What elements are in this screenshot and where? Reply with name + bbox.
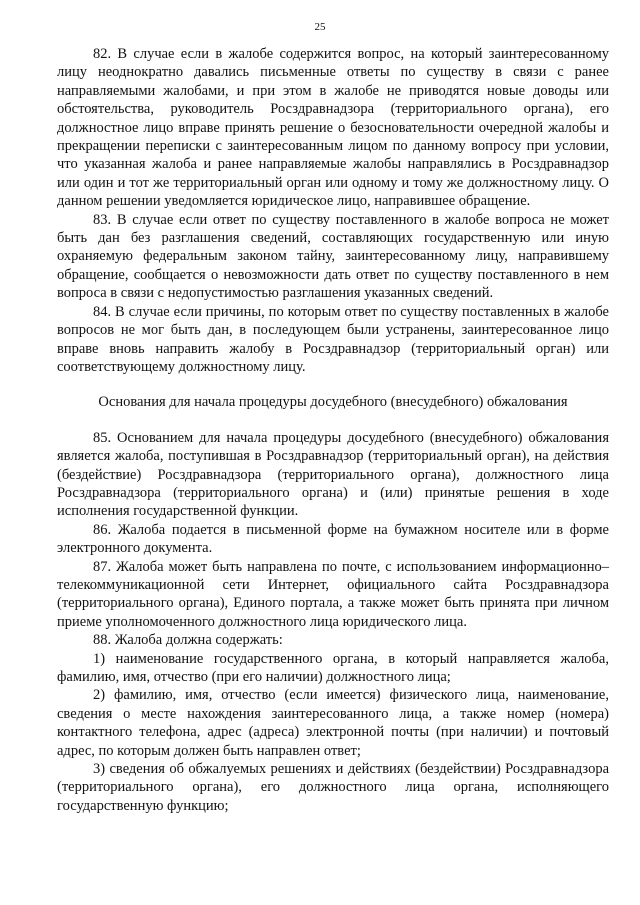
paragraph-86: 86. Жалоба подается в письменной форме на бумажном носителе или в форме электронного документа. <box>57 521 609 557</box>
paragraph-85: 85. Основанием для начала процедуры досудебного (внесудебного) обжалования является жалоба, поступившая в Росздравнадзор (территориальный орган), на действия (бездействие) Росздравнадзора (территориального органа), должностного лица Росздравнадзора (территориального органа) и (или) принятые решения в ходе исполнения государственной функции. <box>57 429 609 520</box>
paragraph-84: 84. В случае если причины, по которым ответ по существу поставленных в жалобе вопросов не мог быть дан, в последующем были устранены, заинтересованное лицо вправе вновь направить жалобу в Росздравнадзор (территориальный орган) или соответствующему должностному лицу. <box>57 303 609 375</box>
paragraph-87: 87. Жалоба может быть направлена по почте, с использованием информационно–телекоммуникационной сети Интернет, официального сайта Росздравнадзора (территориального органа), Единого портала, а также может быть принята при личном приеме уполномоченного должностного лица юридического лица. <box>57 558 609 630</box>
list-item-2: 2) фамилию, имя, отчество (если имеется) физического лица, наименование, сведения о месте нахождения заинтересованного лица, а также номер (номера) контактного телефона, адрес (адреса) электронной почты (при наличии) и почтовый адрес, по которым должен быть направлен ответ; <box>57 687 609 759</box>
paragraph-88: 88. Жалоба должна содержать: <box>93 632 283 649</box>
document-body <box>57 45 609 815</box>
paragraph-83: 83. В случае если ответ по существу поставленного в жалобе вопроса не может быть дан без разглашения сведений, составляющих государственную или иную охраняемую федеральным законом тайну, заинтересованному лицу, направившему обращение, сообщается о невозможности дать ответ по существу поставленного в нем вопроса в связи с недопустимостью разглашения указанных сведений. <box>57 211 609 302</box>
page-number: 25 <box>314 21 326 33</box>
paragraph-82: 82. В случае если в жалобе содержится вопрос, на который заинтересованному лицу неоднократно давались письменные ответы по существу в связи с ранее направляемыми жалобами, и при этом в жалобе не приводятся новые доводы или обстоятельства, руководитель Росздравнадзора (территориального органа), его должностное лицо вправе принять решение о безосновательности очередной жалобы и прекращении переписки с заинтересованным лицом по данному вопросу при условии, что указанная жалоба и ранее направляемые жалобы направлялись в Росздравнадзор или один и тот же территориальный орган или одному и тому же должностному лицу. О данном решении уведомляется юридическое лицо, направившее обращение. <box>57 46 609 210</box>
list-item-1: 1) наименование государственного органа, в который направляется жалоба, фамилию, имя, отчество (при его наличии) должностного лица; <box>57 650 609 685</box>
list-item-3: 3) сведения об обжалуемых решениях и действиях (бездействии) Росздравнадзора (территориального органа), его должностного лица органа, исполняющего государственную функцию; <box>57 761 609 814</box>
section-heading: Основания для начала процедуры досудебного (внесудебного) обжалования <box>98 394 568 411</box>
